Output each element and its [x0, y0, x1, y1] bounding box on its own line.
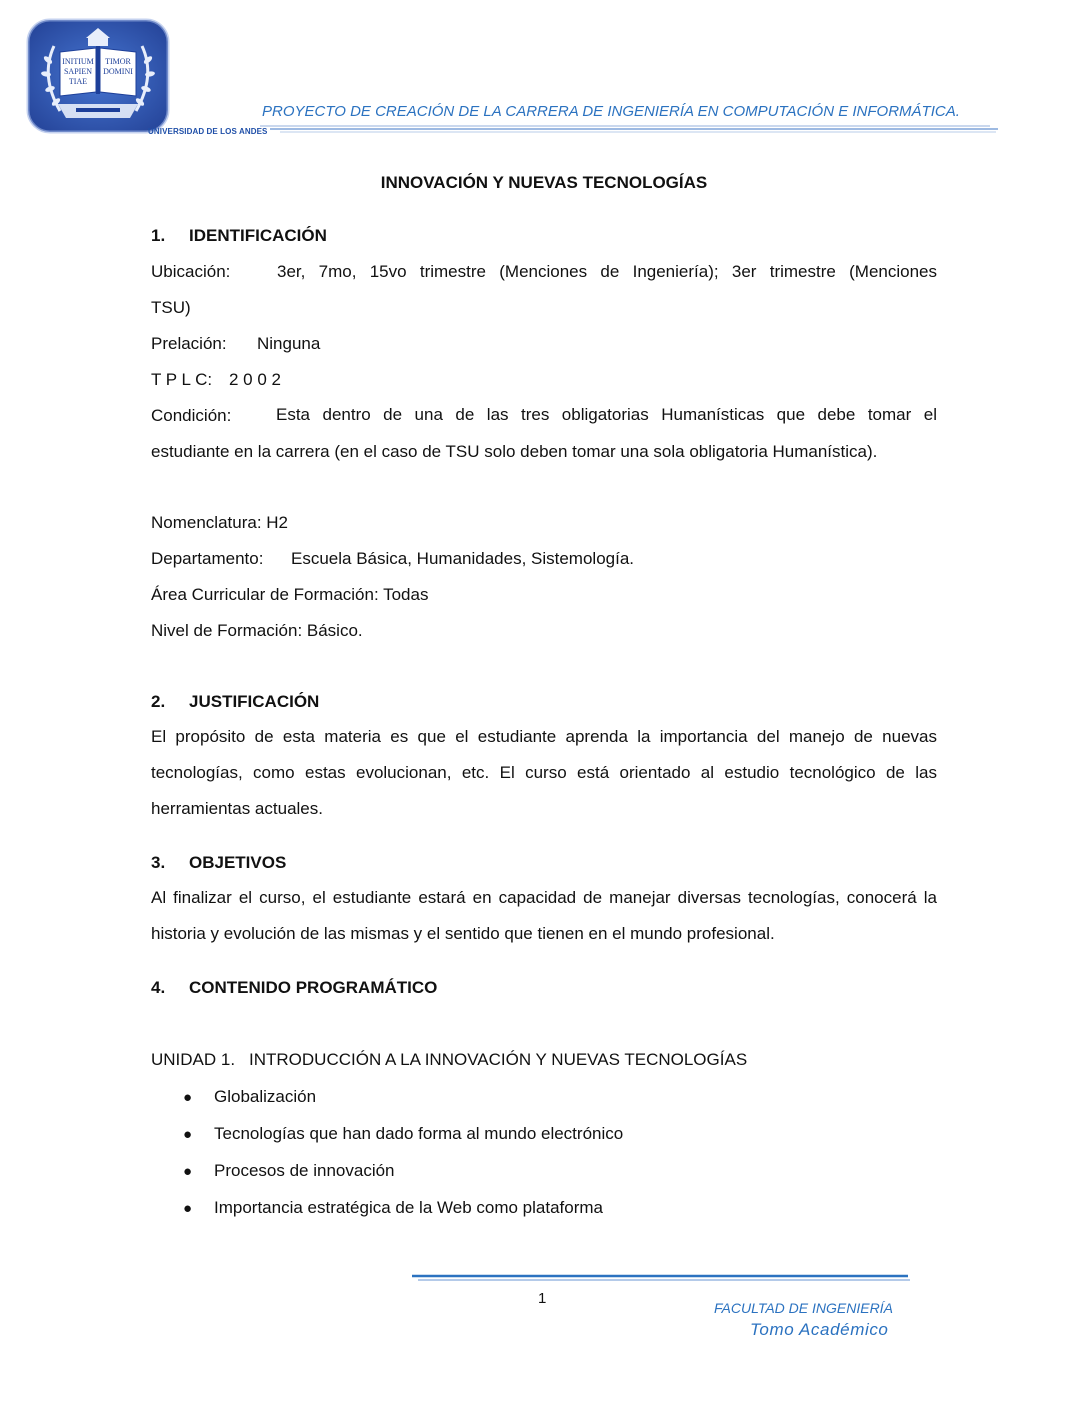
tplc-label: T P L C:	[151, 370, 213, 389]
section-heading-objetivos	[151, 853, 286, 873]
university-name: UNIVERSIDAD DE LOS ANDES	[148, 127, 268, 136]
section-number: 3.	[151, 853, 166, 872]
footer-tomo: Tomo Académico	[750, 1320, 889, 1339]
objetivos-line1: Al finalizar el curso, el estudiante estará en capacidad de manejar diversas tecnologías, conocerá la	[151, 888, 937, 907]
unidad-label: UNIDAD 1.	[151, 1050, 236, 1069]
ubicacion-value-line2: TSU)	[151, 298, 191, 317]
list-item-text: Tecnologías que han dado forma al mundo electrónico	[214, 1124, 624, 1143]
footer-faculty: FACULTAD DE INGENIERÍA	[714, 1300, 893, 1316]
prelacion-label: Prelación:	[151, 334, 227, 353]
tplc-row	[151, 370, 281, 390]
list-item-text: Procesos de innovación	[214, 1161, 395, 1180]
bullet-icon: ●	[183, 1126, 193, 1143]
section-heading-identificacion	[151, 226, 327, 246]
footer-divider	[412, 1274, 910, 1284]
area-curricular: Área Curricular de Formación: Todas	[151, 585, 429, 604]
list-item-text: Globalización	[214, 1087, 317, 1106]
document-title: INNOVACIÓN Y NUEVAS TECNOLOGÍAS	[380, 173, 708, 192]
section-heading-contenido	[151, 978, 437, 998]
justificacion-line3: herramientas actuales.	[151, 799, 323, 818]
departamento-row	[151, 549, 634, 569]
justificacion-line2: tecnologías, como estas evolucionan, etc. El curso está orientado al estudio tecnológico de las	[151, 763, 937, 782]
list-item	[183, 1087, 316, 1107]
logo-word-5: DOMINI	[103, 67, 133, 76]
section-title: IDENTIFICACIÓN	[189, 226, 327, 245]
header-title: PROYECTO DE CREACIÓN DE LA CARRERA DE INGENIERÍA EN COMPUTACIÓN E INFORMÁTICA.	[262, 103, 960, 120]
header-divider	[150, 124, 1000, 136]
nivel-formacion: Nivel de Formación: Básico.	[151, 621, 363, 640]
section-heading-justificacion	[151, 692, 319, 712]
list-item	[183, 1124, 623, 1144]
logo-word-4: TIMOR	[105, 57, 131, 66]
section-title: CONTENIDO PROGRAMÁTICO	[189, 978, 438, 997]
unidad-title: INTRODUCCIÓN A LA INNOVACIÓN Y NUEVAS TECNOLOGÍAS	[249, 1050, 748, 1069]
ubicacion-value-line1: 3er, 7mo, 15vo trimestre (Menciones de Ingeniería); 3er trimestre (Menciones	[277, 262, 937, 281]
list-item-text: Importancia estratégica de la Web como plataforma	[214, 1198, 603, 1217]
section-number: 1.	[151, 226, 166, 245]
departamento-value: Escuela Básica, Humanidades, Sistemología.	[291, 549, 635, 568]
nomenclatura: Nomenclatura: H2	[151, 513, 289, 532]
list-item	[183, 1161, 395, 1181]
university-logo	[24, 16, 172, 136]
condicion-value-line2: estudiante en la carrera (en el caso de TSU solo deben tomar una sola obligatoria Humanística).	[151, 442, 878, 461]
logo-word-1: INITIUM	[62, 57, 94, 66]
bullet-icon: ●	[183, 1089, 193, 1106]
section-number: 2.	[151, 692, 166, 711]
bullet-icon: ●	[183, 1163, 193, 1180]
ubicacion-label: Ubicación:	[151, 262, 231, 281]
unidad-heading	[151, 1050, 747, 1070]
logo-word-2: SAPIEN	[63, 67, 93, 76]
justificacion-line1: El propósito de esta materia es que el estudiante aprenda la importancia del manejo de nuevas	[151, 727, 937, 746]
section-number: 4.	[151, 978, 166, 997]
list-item	[183, 1198, 603, 1218]
objetivos-line2: historia y evolución de las mismas y el sentido que tienen en el mundo profesional.	[151, 924, 775, 943]
logo-word-3: TIAE	[68, 77, 88, 86]
prelacion-value: Ninguna	[257, 334, 321, 353]
condicion-label: Condición:	[151, 406, 232, 425]
page-number: 1	[538, 1290, 547, 1307]
ubicacion-row	[151, 262, 277, 282]
prelacion-row	[151, 334, 320, 354]
bullet-icon: ●	[183, 1200, 193, 1217]
tplc-value: 2 0 0 2	[229, 370, 281, 389]
section-title: JUSTIFICACIÓN	[189, 692, 320, 711]
departamento-label: Departamento:	[151, 549, 264, 568]
condicion-value-line1: Esta dentro de una de las tres obligatorias Humanísticas que debe tomar el	[276, 405, 937, 424]
section-title: OBJETIVOS	[189, 853, 287, 872]
